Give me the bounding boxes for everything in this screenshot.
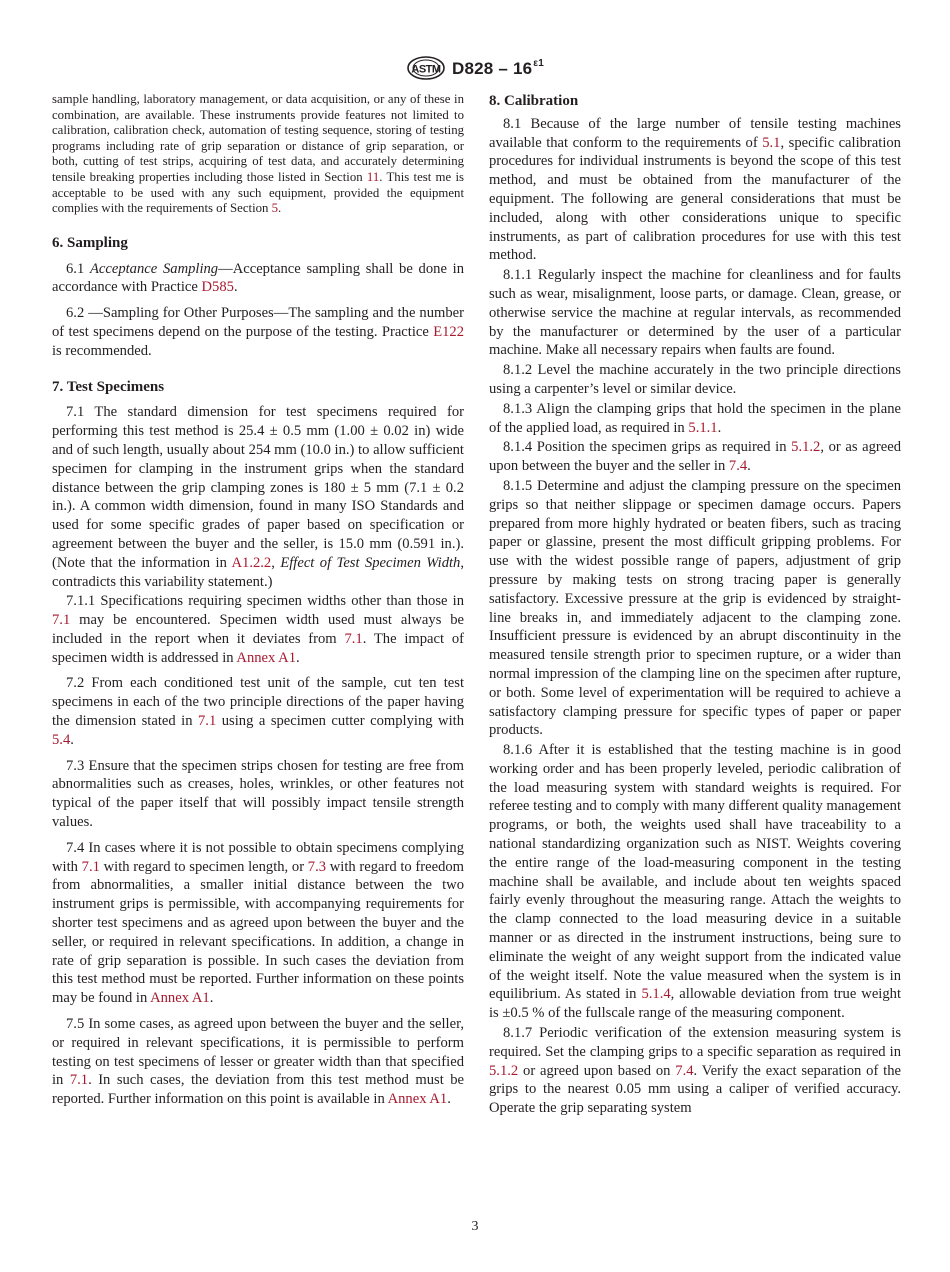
link-7-1[interactable]: 7.1 xyxy=(52,612,71,629)
section-8-heading: 8. Calibration xyxy=(489,93,579,109)
text: 8.1.5 Determine and adjust the clamping pressure on the specimen grips so that neither slippage or specimen damage occurs. Papers prepared from more highly hydrated or beaten fibers, such as tracing paper or glassine, present the most difficult gripping problems. For use with the widest possible range of papers, adjustment of grip pressure by making tests on strong tracing paper is generally satisfactory. Excessive pressure at the grip is evidenced by straight-line breaks in, and immediately adjacent to the clamping zone. Insufficient pressure is evidenced by an abrupt discontinuity in the measured tensile strength prior to specimen rupture, or a wider than normal impression of the clamping line on the specimen after rupture, or both. Some level of experimentation will be required to achieve a satisfactory clamping pressure for specific types of paper or paper products. xyxy=(489,477,901,739)
link-section-5[interactable]: 5 xyxy=(271,201,279,216)
text: . xyxy=(70,731,74,748)
paragraph-7-1-1 xyxy=(52,592,464,667)
text: . xyxy=(233,279,238,296)
paragraph-8-1-2 xyxy=(489,361,901,399)
designation-text: D828 – 16 xyxy=(452,58,533,78)
text: 7.1.1 Specifications requiring specimen widths other than those in xyxy=(66,593,464,610)
paragraph-7-5 xyxy=(52,1015,464,1109)
text: . xyxy=(717,419,722,436)
text: is recommended. xyxy=(52,342,152,359)
document-designation xyxy=(452,58,544,79)
text: . xyxy=(296,649,300,666)
text: 8.1.6 After it is established that the testing machine is in good working order and has been properly leveled, periodic calibration of the load measuring system with standard weights is required. For referee testing and to comply with many different quality management programs, or both, the weights used shall have traceability to a national standardizing organization such as NIST. Weights covering the entire range of the load-measuring component in the testing machine shall be available, and include about ten weights spaced fairly evenly throughout the measuring range. Attach the weights to the clamp connected to the load measuring device in a suitable manner or as directed in the instrument instructions, being sure to eliminate the weight of any weight support from the indicated value of the weight itself. Note the value measured when the system is in equilibrium. As stated in xyxy=(489,742,901,1003)
link-e122[interactable]: E122 xyxy=(433,323,464,340)
text: , or as agreed upon between the buyer and the seller in xyxy=(489,439,901,475)
page-header xyxy=(0,55,950,85)
text: . The impact of specimen width is addressed in xyxy=(52,630,464,666)
link-annex-a1[interactable]: Annex A1 xyxy=(236,649,297,666)
text: with regard to freedom from abnormalities, a smaller initial distance between the two instrument grips is permissible, with accompanying requirements for shorter test specimens and as agreed upon between the buyer and the seller, or required in relevant specifications. In addition, a change in rate of grip separation is possible. In such cases the deviation from this test method must be reported. Further information on these points may be found in xyxy=(52,858,465,1007)
section-6-heading: 6. Sampling xyxy=(52,234,128,251)
italic-term: Acceptance Sampling xyxy=(89,260,219,277)
paragraph-8-1-5 xyxy=(489,477,901,740)
text: using a specimen cutter complying with xyxy=(216,713,464,730)
text: 6.2 —Sampling for Other Purposes—The sampling and the number of test specimens depend on the purpose of the testing. Practice xyxy=(52,305,464,340)
link-annex-a1[interactable]: Annex A1 xyxy=(387,1091,448,1108)
text: 8.1.3 Align the clamping grips that hold the specimen in the plane of the applied load, as required in xyxy=(489,400,901,436)
text: or agreed upon based on xyxy=(518,1062,676,1079)
text: 7.5 In some cases, as agreed upon between the buyer and the seller, or required in relevant specifications, it is permissible to perform testing on test specimens of lesser or greater width than that specified in xyxy=(52,1016,464,1089)
text: 8.1.1 Regularly inspect the machine for cleanliness and for faults such as wear, misalignment, loose parts, or damage. Clean, grease, or otherwise service the machine at regular intervals, as recommended by the manufacturer or determined by the user of a particular machine. Make all necessary repairs when faults are found. xyxy=(489,267,901,359)
intro-paragraph xyxy=(52,92,464,217)
text: —Acceptance sampling shall be done in accordance with Practice xyxy=(52,260,465,296)
text: . xyxy=(447,1091,451,1108)
text: may be encountered. Specimen width used must always be included in the report when it deviates from xyxy=(52,612,464,647)
text: 7.3 Ensure that the specimen strips chosen for testing are free from abnormalities such as creases, holes, wrinkles, or other features not typical of the paper itself that will possibly impact tensile strength values. xyxy=(52,757,464,831)
text: . xyxy=(747,458,751,475)
link-5-1[interactable]: 5.1 xyxy=(762,134,781,151)
paragraph-8-1-4 xyxy=(489,438,901,476)
text: with regard to specimen length, or xyxy=(99,858,308,875)
text: 6.1 xyxy=(66,260,90,277)
text: 7.4 In cases where it is not possible to obtain specimens complying with xyxy=(52,839,464,875)
text: . xyxy=(209,990,214,1007)
link-7-4[interactable]: 7.4 xyxy=(675,1062,694,1079)
left-column xyxy=(52,92,464,1109)
paragraph-7-1 xyxy=(52,403,464,591)
text: , allowable deviation from true weight is ±0.5 % of the fullscale range of the measuring component. xyxy=(489,986,901,1022)
text: , contradicts this variability statement.) xyxy=(52,554,464,590)
paragraph-8-1-6 xyxy=(489,741,901,1023)
paragraph-6-2 xyxy=(52,304,464,360)
text: , specific calibration procedures for individual instruments is beyond the scope of this test method, and must be obtained from the manufacturer of the equipment. The following are general considerations that must be included, along with other considerations unique to specific instruments, as part of calibration procedures for use with this test method. xyxy=(489,134,901,264)
link-7-1[interactable]: 7.1 xyxy=(69,1072,89,1089)
link-5-1-2[interactable]: 5.1.2 xyxy=(489,1062,519,1079)
paragraph-7-2 xyxy=(52,674,464,749)
text: 8.1.2 Level the machine accurately in the two principle directions using a carpenter’s level or similar device. xyxy=(489,362,901,397)
paragraph-8-1 xyxy=(489,115,901,265)
svg-text:ASTM: ASTM xyxy=(411,63,441,76)
designation-superscript: ε1 xyxy=(533,57,544,69)
page-number: 3 xyxy=(471,1219,479,1234)
text: , xyxy=(271,554,281,571)
link-7-3[interactable]: 7.3 xyxy=(307,858,327,875)
text: 8.1.4 Position the specimen grips as required in xyxy=(503,439,792,456)
link-7-4[interactable]: 7.4 xyxy=(728,458,748,475)
paragraph-8-1-1 xyxy=(489,266,901,360)
link-5-1-1[interactable]: 5.1.1 xyxy=(688,419,718,436)
right-column xyxy=(489,92,901,1118)
text: 8.1.7 Periodic verification of the extension measuring system is required. Set the clamping grips to a specific separation as required in xyxy=(489,1025,901,1060)
paragraph-6-1 xyxy=(52,260,464,298)
paragraph-7-4 xyxy=(52,839,464,1008)
paragraph-8-1-3 xyxy=(489,400,901,438)
text: . In such cases, the deviation from this test method must be reported. Further information on this point is available in xyxy=(52,1072,464,1108)
paragraph-7-3 xyxy=(52,757,464,832)
paragraph-8-1-7 xyxy=(489,1024,901,1118)
section-7-heading: 7. Test Specimens xyxy=(52,378,165,395)
text: . This test me is acceptable to be used with any such equipment, provided the equipment complies with the requirements of Section xyxy=(52,169,464,216)
link-5-1-4[interactable]: 5.1.4 xyxy=(641,986,671,1003)
link-section-11[interactable]: 11 xyxy=(366,169,380,184)
link-a1-2-2[interactable]: A1.2.2 xyxy=(231,554,272,571)
text: 8.1 Because of the large number of tensile testing machines available that conform to the requirements of xyxy=(489,115,901,151)
link-7-1[interactable]: 7.1 xyxy=(81,858,100,875)
link-7-1[interactable]: 7.1 xyxy=(344,630,363,647)
text: 7.1 The standard dimension for test specimens required for performing this test method is 25.4 ± 0.5 mm (1.00 ± 0.02 in) wide and of such length, usually about 254 mm (10.0 in.) to allow sufficient specimen for clamping in the instrument grips when the standard distance between the grip clamping zones is 180 ± 5 mm (7.1 ± 0.2 in.). A common width dimension, found in many ISO Standards and used for some specific grades of paper based on specification or agreement between the buyer and the seller, is 15.0 mm (0.591 in.). (Note that the information in xyxy=(52,404,464,571)
text: sample handling, laboratory management, or data acquisition, or any of these in combination, are available. These instruments provide features not limited to calibration, calibration check, automation of testing sequence, storing of testing programs including rate of grip separation or distance of grip separation, or both, cutting of test strips, acquiring of test data, and accurately determining tensile breaking properties including those listed in Section xyxy=(52,92,464,184)
link-annex-a1[interactable]: Annex A1 xyxy=(150,990,210,1007)
text: . Verify the exact separation of the grips to the nearest 0.05 mm using a caliper of verified accuracy. Operate the grip separating system xyxy=(489,1062,901,1117)
text: . xyxy=(278,201,282,216)
link-5-4[interactable]: 5.4 xyxy=(52,731,71,748)
link-d585[interactable]: D585 xyxy=(201,279,234,296)
italic-term: Effect of Test Specimen Width xyxy=(280,554,461,571)
astm-logo-icon xyxy=(406,55,446,81)
link-7-1[interactable]: 7.1 xyxy=(198,713,217,730)
link-5-1-2[interactable]: 5.1.2 xyxy=(791,439,821,456)
text: 7.2 From each conditioned test unit of the sample, cut ten test specimens in each of the two principle directions of the paper having the dimension stated in xyxy=(52,675,464,730)
